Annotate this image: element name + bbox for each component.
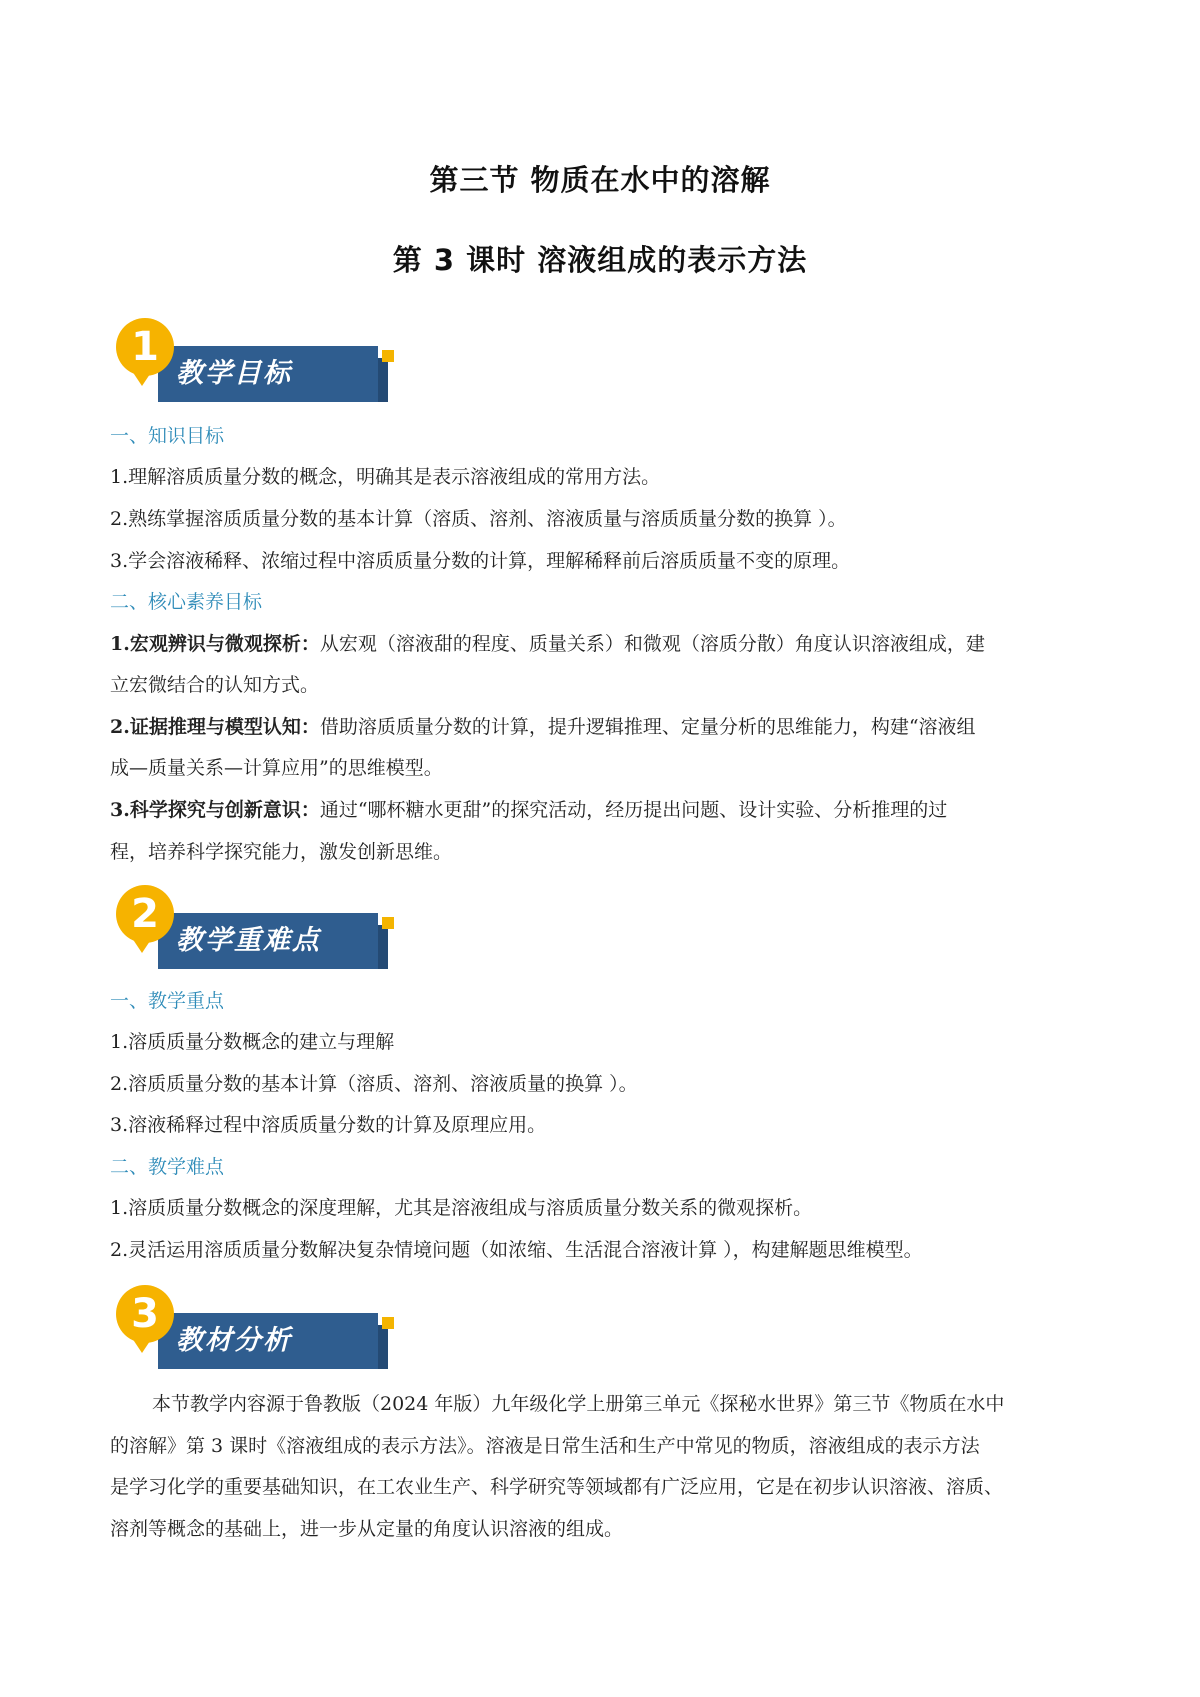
list-item: 3.溶液稀释过程中溶质质量分数的计算及原理应用。 (110, 1114, 547, 1136)
paragraph-line: 溶剂等概念的基础上，进一步从定量的角度认识溶液的组成。 (110, 1518, 624, 1540)
list-item: 2.灵活运用溶质质量分数解决复杂情境问题（如浓缩、生活混合溶液计算 ），构建解题思维模型。 (110, 1239, 923, 1261)
list-item (110, 631, 1100, 657)
item-label: 3.科学探究与创新意识： (110, 799, 320, 821)
page-title: 第三节 物质在水中的溶解 (429, 163, 771, 197)
section-badge-1 (116, 318, 406, 408)
list-item: 1.溶质质量分数概念的建立与理解 (110, 1031, 395, 1053)
list-item (110, 797, 1100, 823)
badge-bar-edge (378, 1325, 388, 1369)
item-label: 1.宏观辨识与微观探析： (110, 633, 320, 655)
item-text: 从宏观（溶液甜的程度、质量关系）和微观（溶质分散）角度认识溶液组成，建 (319, 633, 985, 655)
page-subtitle: 第 3 课时 溶液组成的表示方法 (392, 243, 808, 277)
paragraph-line: 的溶解》第 3 课时《溶液组成的表示方法》。溶液是日常生活和生产中常见的物质，溶液组成的表示方法 (110, 1435, 980, 1457)
subheading: 二、核心素养目标 (110, 591, 263, 613)
list-item-continued: 立宏微结合的认知方式。 (110, 674, 320, 696)
paragraph-line: 本节教学内容源于鲁教版（2024 年版）九年级化学上册第三单元《探秘水世界》第三节《物质在水中 (152, 1393, 1005, 1415)
list-item: 1.理解溶质质量分数的概念，明确其是表示溶液组成的常用方法。 (110, 466, 661, 488)
paragraph-line: 是学习化学的重要基础知识，在工农业生产、科学研究等领域都有广泛应用，它是在初步认识溶液、溶质、 (110, 1476, 1004, 1498)
badge-accent-square (382, 917, 394, 929)
list-item (110, 714, 1100, 740)
section-heading: 教学目标 (176, 358, 292, 389)
badge-accent-square (382, 1317, 394, 1329)
list-item-continued: 成—质量关系—计算应用”的思维模型。 (110, 757, 443, 779)
badge-number: 2 (116, 885, 174, 943)
subheading: 二、教学难点 (110, 1156, 225, 1178)
badge-number: 3 (116, 1285, 174, 1343)
badge-bar-edge (378, 358, 388, 402)
item-text: 借助溶质质量分数的计算，提升逻辑推理、定量分析的思维能力，构建“溶液组 (319, 716, 976, 738)
section-heading: 教材分析 (176, 1325, 292, 1356)
badge-accent-square (382, 350, 394, 362)
list-item: 2.熟练掌握溶质质量分数的基本计算（溶质、溶剂、溶液质量与溶质质量分数的换算 ）。 (110, 508, 847, 530)
item-label: 2.证据推理与模型认知： (110, 716, 320, 738)
list-item-continued: 程，培养科学探究能力，激发创新思维。 (110, 841, 453, 863)
section-heading: 教学重难点 (176, 925, 321, 956)
list-item: 1.溶质质量分数概念的深度理解，尤其是溶液组成与溶质质量分数关系的微观探析。 (110, 1197, 813, 1219)
section-badge-2 (116, 885, 406, 975)
list-item: 2.溶质质量分数的基本计算（溶质、溶剂、溶液质量的换算 ）。 (110, 1073, 638, 1095)
subheading: 一、教学重点 (110, 990, 225, 1012)
list-item: 3.学会溶液稀释、浓缩过程中溶质质量分数的计算，理解稀释前后溶质质量不变的原理。 (110, 550, 851, 572)
badge-number: 1 (116, 318, 174, 376)
subheading: 一、知识目标 (110, 425, 225, 447)
item-text: 通过“哪杯糖水更甜”的探究活动，经历提出问题、设计实验、分析推理的过 (319, 799, 948, 821)
badge-bar-edge (378, 925, 388, 969)
section-badge-3 (116, 1285, 406, 1375)
